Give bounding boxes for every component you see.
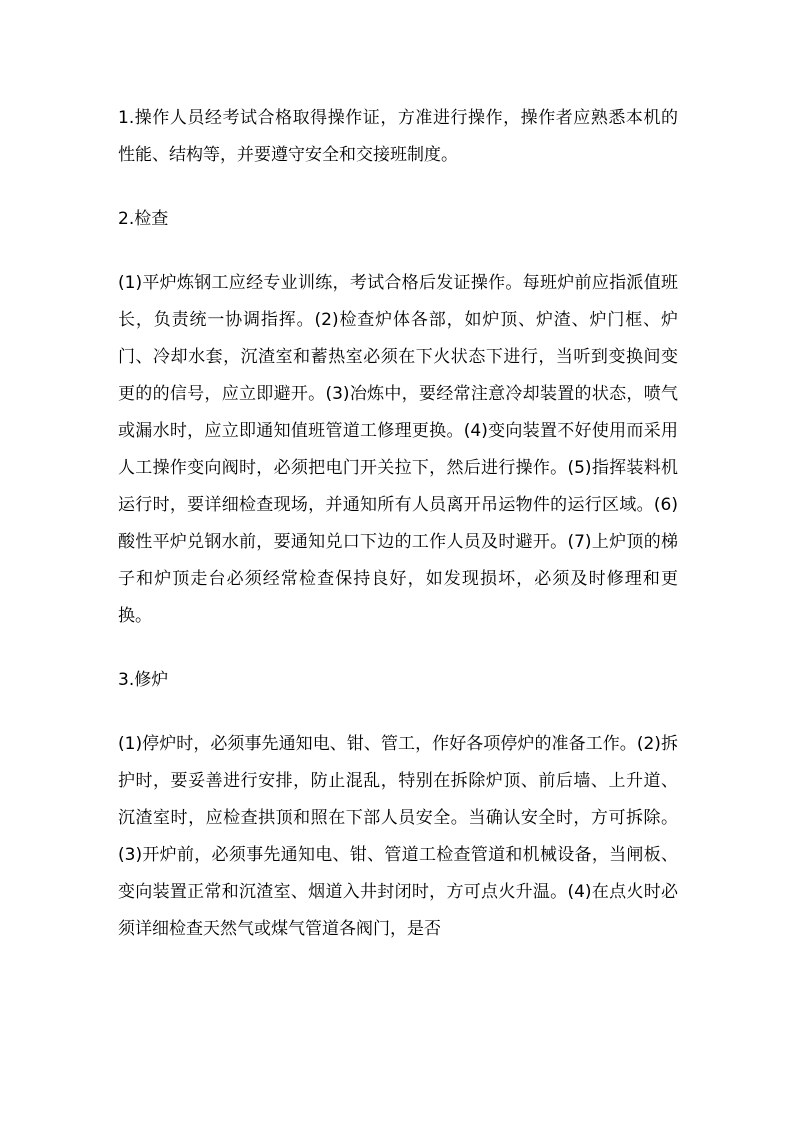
paragraph-operator-qualification: 1.操作人员经考试合格取得操作证，方准进行操作，操作者应熟悉本机的性能、结构等，并要遵守安全和交接班制度。 bbox=[118, 108, 678, 165]
paragraph-inspection: (1)平炉炼钢工应经专业训练，考试合格后发证操作。每班炉前应指派值班长，负责统一协调指挥。(2)检查炉体各部，如炉顶、炉渣、炉门框、炉门、冷却水套，沉渣室和蓄热室必须在下火状态下进行，当听到变换间变更的的信号，应立即避开。(3)冶炼中，要经常注意冷却装置的状态，喷气或漏水时，应立即通知值班管道工修理更换。(4)变向装置不好使用而采用人工操作变向阀时，必须把电门开关拉下，然后进行操作。(5)指挥装料机运行时，要详细检查现场，并通知所有人员离开吊运物件的运行区域。(6)酸性平炉兑钢水前，要通知兑口下边的工作人员及时避开。(7)上炉顶的梯子和炉顶走台必须经常检查保持良好，如发现损坏，必须及时修理和更换。 bbox=[118, 273, 678, 626]
section-heading-furnace-repair: 3.修炉 bbox=[118, 670, 169, 690]
paragraph-furnace-repair: (1)停炉时，必须事先通知电、钳、管工，作好各项停炉的准备工作。(2)拆护时，要妥善进行安排，防止混乱，特别在拆除炉顶、前后墙、上升道、沉渣室时，应检查拱顶和照在下部人员安全。当确认安全时，方可拆除。(3)开炉前，必须事先通知电、钳、管道工检查管道和机械设备，当闸板、变向装置正常和沉渣室、烟道入井封闭时，方可点火升温。(4)在点火时必须详细检查天然气或煤气管道各阀门，是否 bbox=[118, 734, 678, 939]
document-body bbox=[118, 100, 678, 948]
section-heading-inspection: 2.检查 bbox=[118, 209, 169, 229]
